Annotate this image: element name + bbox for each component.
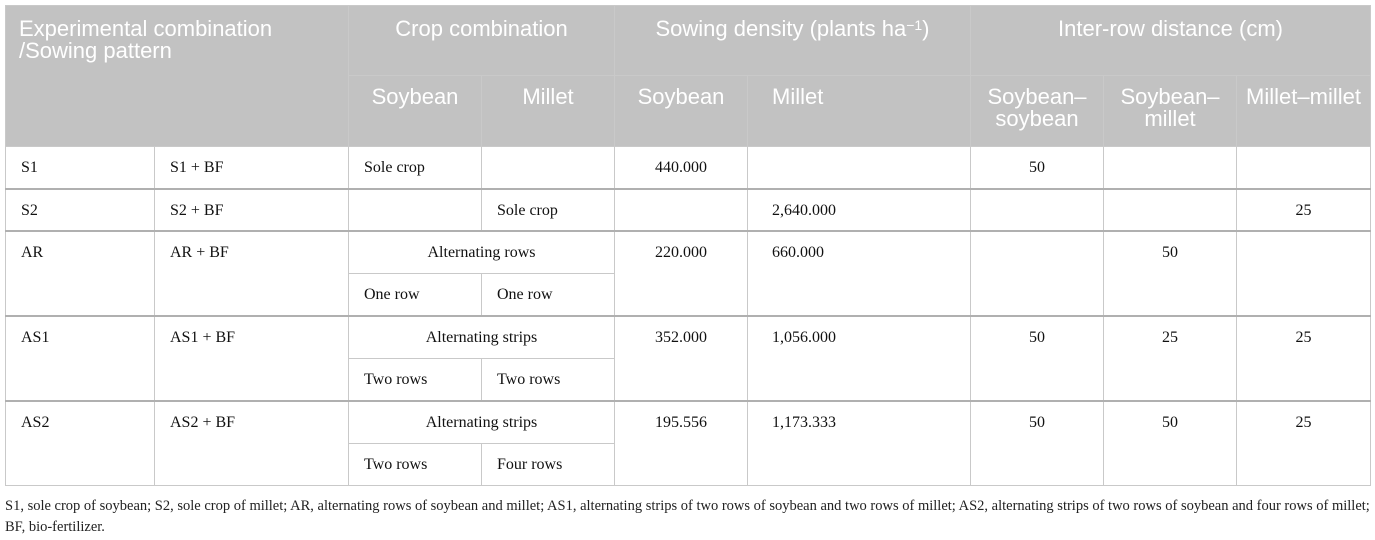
dist-millet-millet: [1237, 147, 1371, 189]
table-body: [6, 147, 1371, 486]
crop-soybean-rows: One row: [349, 274, 482, 316]
table-header: [6, 6, 1371, 147]
crop-millet: [482, 147, 615, 189]
crop-millet-rows: Four rows: [482, 444, 615, 486]
dist-millet-millet: 25: [1237, 189, 1371, 231]
row-code: AS1: [6, 316, 155, 401]
dist-soy-millet: 50: [1104, 231, 1237, 316]
header-sowing-density: [615, 6, 971, 76]
dist-millet-millet: 25: [1237, 316, 1371, 401]
density-soybean: 440.000: [615, 147, 748, 189]
header-dist-millet-millet: Millet–millet: [1237, 76, 1371, 147]
dist-millet-millet: [1237, 231, 1371, 316]
crop-pattern: Alternating rows: [349, 231, 615, 274]
crop-millet: Sole crop: [482, 189, 615, 231]
header-soybean: Soybean: [349, 76, 482, 147]
row-code: S2: [6, 189, 155, 231]
dist-soy-millet: [1104, 147, 1237, 189]
density-millet: [748, 147, 971, 189]
row-bf: AR + BF: [155, 231, 349, 316]
dist-soy-soy: 50: [971, 147, 1104, 189]
density-millet: 660.000: [748, 231, 971, 316]
dist-millet-millet: 25: [1237, 401, 1371, 486]
header-density-millet: Millet: [748, 76, 971, 147]
table-row: [6, 401, 1371, 444]
dist-soy-millet: 50: [1104, 401, 1237, 486]
density-soybean: [615, 189, 748, 231]
table-row: [6, 147, 1371, 189]
header-dist-soy-millet: Soybean–millet: [1104, 76, 1237, 147]
row-bf: S2 + BF: [155, 189, 349, 231]
dist-soy-soy: [971, 189, 1104, 231]
crop-pattern: Alternating strips: [349, 401, 615, 444]
density-millet: 2,640.000: [748, 189, 971, 231]
table-row: [6, 316, 1371, 359]
dist-soy-soy: [971, 231, 1104, 316]
dist-soy-millet: 25: [1104, 316, 1237, 401]
crop-millet-rows: Two rows: [482, 359, 615, 401]
density-soybean: 195.556: [615, 401, 748, 486]
crop-soybean-rows: Two rows: [349, 359, 482, 401]
dist-soy-millet: [1104, 189, 1237, 231]
table-footnote: S1, sole crop of soybean; S2, sole crop of millet; AR, alternating rows of soybean and millet; AS1, alternating strips of two rows of soybean and two rows of millet; AS2, alternating strips of two rows of soybean and four rows of millet; BF, bio-fertilizer.: [5, 498, 1370, 535]
density-millet: 1,173.333: [748, 401, 971, 486]
table-row: [6, 231, 1371, 274]
header-experimental-combination: Experimental combination /Sowing pattern: [6, 6, 349, 147]
density-soybean: 220.000: [615, 231, 748, 316]
row-bf: AS2 + BF: [155, 401, 349, 486]
row-code: S1: [6, 147, 155, 189]
sowing-density-label: Sowing density (plants ha: [655, 16, 907, 41]
experiment-table: [5, 5, 1371, 486]
header-density-soybean: Soybean: [615, 76, 748, 147]
crop-soybean: Sole crop: [349, 147, 482, 189]
crop-soybean-rows: Two rows: [349, 444, 482, 486]
crop-millet-rows: One row: [482, 274, 615, 316]
dist-soy-soy: 50: [971, 401, 1104, 486]
dist-soy-soy: 50: [971, 316, 1104, 401]
crop-soybean: [349, 189, 482, 231]
density-soybean: 352.000: [615, 316, 748, 401]
header-millet: Millet: [482, 76, 615, 147]
crop-pattern: Alternating strips: [349, 316, 615, 359]
sowing-density-close: ): [922, 16, 930, 41]
sowing-density-exponent: −1: [906, 17, 923, 33]
table-row: [6, 189, 1371, 231]
header-crop-combination: Crop combination: [349, 6, 615, 76]
row-code: AR: [6, 231, 155, 316]
row-bf: AS1 + BF: [155, 316, 349, 401]
header-dist-soy-soy: Soybean–soybean: [971, 76, 1104, 147]
row-code: AS2: [6, 401, 155, 486]
header-inter-row-distance: Inter-row distance (cm): [971, 6, 1371, 76]
row-bf: S1 + BF: [155, 147, 349, 189]
density-millet: 1,056.000: [748, 316, 971, 401]
